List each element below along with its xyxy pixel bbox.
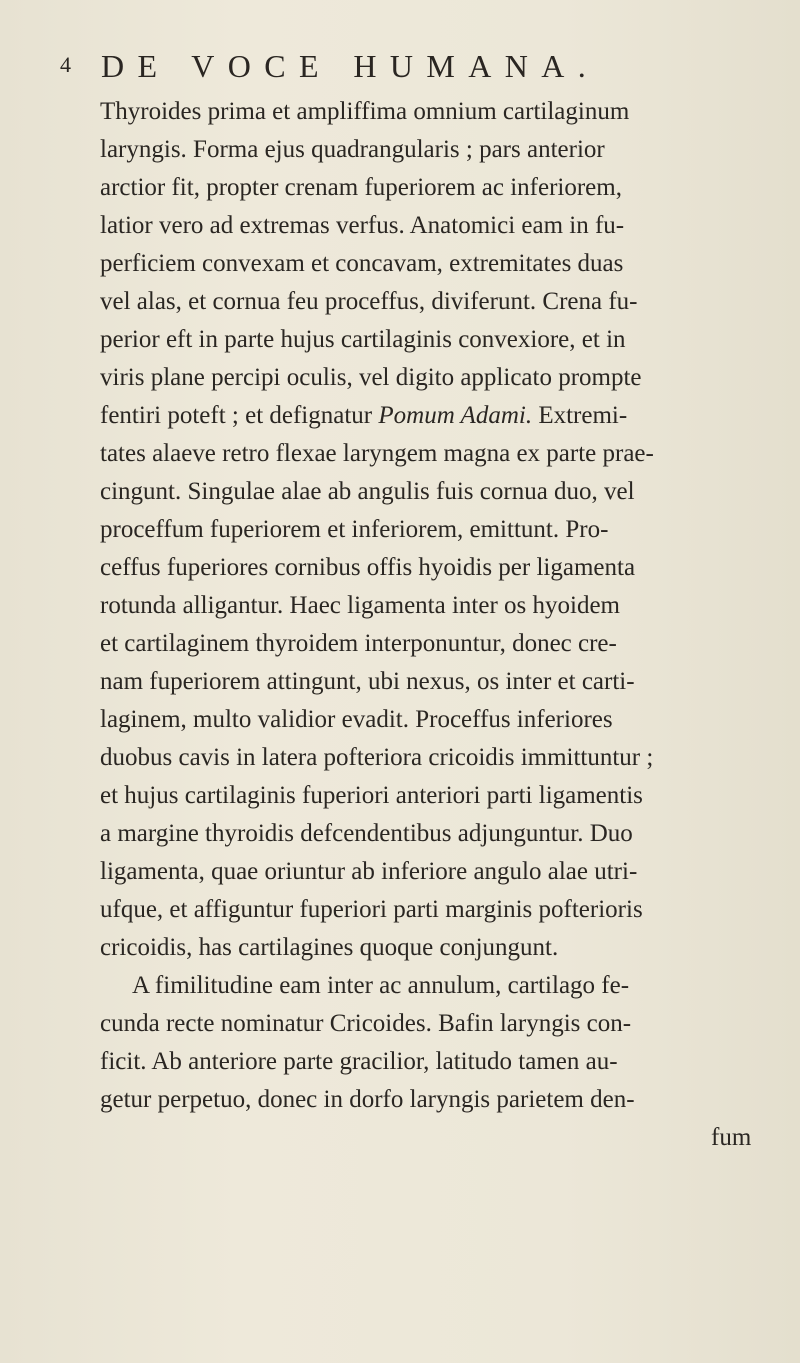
text-line: et cartilaginem thyroidem interponuntur, donec cre- bbox=[100, 630, 617, 657]
text-line: ficit. Ab anteriore parte gracilior, latitudo tamen au- bbox=[100, 1048, 618, 1075]
text-line: tates alaeve retro flexae laryngem magna ex parte prae- bbox=[100, 440, 654, 467]
text-line: A fimilitudine eam inter ac annulum, cartilago fe- bbox=[132, 972, 630, 999]
text-line: laginem, multo validior evadit. Proceffus inferiores bbox=[100, 706, 613, 733]
text-line: arctior fit, propter crenam fuperiorem ac inferiorem, bbox=[100, 174, 622, 201]
text-line: getur perpetuo, donec in dorfo laryngis parietem den- bbox=[100, 1086, 635, 1113]
text-line: cricoidis, has cartilagines quoque conjungunt. bbox=[100, 934, 559, 961]
italic-term: Pomum Adami. bbox=[378, 402, 533, 429]
text-line: rotunda alligantur. Haec ligamenta inter os hyoidem bbox=[100, 592, 620, 619]
text-line: proceffum fuperiorem et inferiorem, emittunt. Pro- bbox=[100, 516, 609, 543]
text-line: et hujus cartilaginis fuperiori anteriori parti ligamentis bbox=[100, 782, 643, 809]
text-line: ufque, et affiguntur fuperiori parti marginis pofterioris bbox=[100, 896, 643, 923]
text-line: a margine thyroidis defcendentibus adjunguntur. Duo bbox=[100, 820, 633, 847]
text-line: viris plane percipi oculis, vel digito applicato prompte bbox=[100, 364, 642, 391]
text-line: ligamenta, quae oriuntur ab inferiore angulo alae utri- bbox=[100, 858, 638, 885]
text-line: perficiem convexam et concavam, extremitates duas bbox=[100, 250, 624, 277]
text-line: nam fuperiorem attingunt, ubi nexus, os inter et carti- bbox=[100, 668, 635, 695]
text-line: cingunt. Singulae alae ab angulis fuis cornua duo, vel bbox=[100, 478, 635, 505]
page-header bbox=[0, 46, 800, 86]
text-line: perior eft in parte hujus cartilaginis convexiore, et in bbox=[100, 326, 626, 353]
text-line: Thyroides prima et ampliffima omnium cartilaginum bbox=[100, 98, 630, 125]
text-line: latior vero ad extremas verfus. Anatomici eam in fu- bbox=[100, 212, 625, 239]
text-line: ceffus fuperiores cornibus offis hyoidis per ligamenta bbox=[100, 554, 636, 581]
text-line: laryngis. Forma ejus quadrangularis ; pars anterior bbox=[100, 136, 605, 163]
running-head: DE VOCE HUMANA. bbox=[101, 48, 600, 84]
text-line: cunda recte nominatur Cricoides. Bafin laryngis con- bbox=[100, 1010, 632, 1037]
catchword: fum bbox=[711, 1124, 752, 1151]
text-line: duobus cavis in latera pofteriora cricoidis immittuntur ; bbox=[100, 744, 654, 771]
page-number: 4 bbox=[60, 52, 71, 77]
text-line: fentiri poteft ; et defignatur Pomum Adami. Extremi- bbox=[100, 402, 628, 429]
text-line: vel alas, et cornua feu proceffus, diviferunt. Crena fu- bbox=[100, 288, 638, 315]
